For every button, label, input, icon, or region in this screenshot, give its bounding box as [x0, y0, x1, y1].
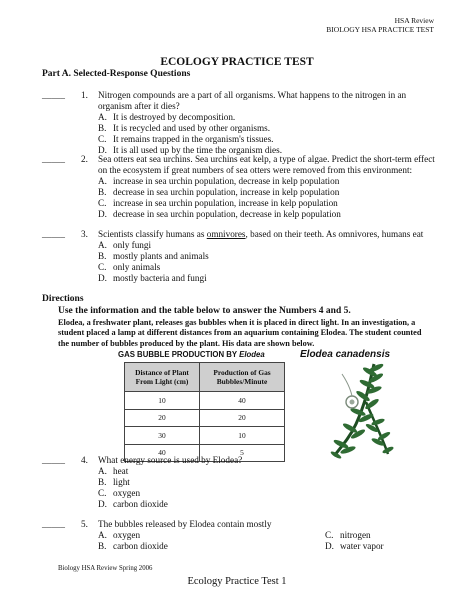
- answer-option: A. It is destroyed by decomposition.: [98, 111, 236, 122]
- question-4: [42, 455, 438, 510]
- question-3: [42, 229, 438, 284]
- table-row: 10 40: [125, 392, 285, 410]
- question-number: 2.: [81, 154, 88, 164]
- elodea-intro: Elodea, a freshwater plant, releases gas bubbles when it is placed in direct light. In an investigation, a student placed a lamp at different distances from an aquarium containing Elodea. The student counted the number of bubbles produced by the plant. His data are shown below.: [58, 318, 422, 348]
- part-a-heading: Part A. Selected-Response Questions: [42, 69, 191, 79]
- question-stem: Nitrogen compounds are a part of all organisms. What happens to the nitrogen in an organism after it dies?: [98, 90, 407, 111]
- answer-blank[interactable]: _____: [42, 455, 65, 465]
- table-row: 40 5: [125, 444, 285, 462]
- question-number: 4.: [81, 455, 88, 465]
- table-row: 20 20: [125, 409, 285, 427]
- answer-blank[interactable]: _____: [42, 154, 65, 164]
- column-header-distance: Distance of Plant From Light (cm): [125, 363, 200, 392]
- bubble-data-table: [124, 362, 285, 462]
- answer-option: C. increase in sea urchin population, increase in kelp population: [98, 197, 338, 208]
- answer-option: A. increase in sea urchin population, decrease in kelp population: [98, 175, 340, 186]
- question-1: [42, 90, 438, 155]
- answer-option: C. oxygen: [98, 487, 141, 498]
- answer-option: B. mostly plants and animals: [98, 250, 209, 261]
- footer-left: Biology HSA Review Spring 2006: [58, 565, 153, 572]
- answer-option: A. heat: [98, 465, 129, 476]
- column-header-production: Production of Gas Bubbles/Minute: [200, 363, 285, 392]
- answer-blank[interactable]: _____: [42, 229, 65, 239]
- answer-blank[interactable]: _____: [42, 519, 65, 529]
- question-number: 1.: [81, 90, 88, 100]
- answer-option: C. only animals: [98, 261, 161, 272]
- elodea-plant-photo: [330, 362, 396, 460]
- header-line-1: HSA Review: [394, 16, 434, 25]
- page-title: ECOLOGY PRACTICE TEST: [160, 56, 314, 68]
- directions-heading: Directions: [42, 294, 84, 304]
- answer-option: D. It is all used up by the time the organism dies.: [98, 144, 283, 155]
- question-stem: Sea otters eat sea urchins. Sea urchins eat kelp, a type of algae. Predict the short-term effect on the ecosystem if great numbers of sea otters were removed from this environment:: [98, 154, 435, 175]
- answer-option-row: A. oxygen C. nitrogen: [98, 529, 371, 540]
- question-stem: Scientists classify humans as omnivores, based on their teeth. As omnivores, humans eat: [98, 229, 424, 239]
- answer-option: A. only fungi: [98, 239, 152, 250]
- header-line-2: BIOLOGY HSA PRACTICE TEST: [326, 25, 434, 34]
- question-5: [42, 519, 438, 552]
- photo-title: Elodea canadensis: [300, 349, 391, 360]
- question-number: 3.: [81, 229, 88, 239]
- answer-option: B. decrease in sea urchin population, increase in kelp population: [98, 186, 340, 197]
- underlined-term: omnivores: [206, 229, 246, 239]
- answer-option: D. decrease in sea urchin population, decrease in kelp population: [98, 208, 341, 219]
- answer-option: B. It is recycled and used by other organisms.: [98, 122, 270, 133]
- question-stem: What energy source is used by Elodea?: [98, 455, 243, 465]
- footer-center: Ecology Practice Test 1: [187, 576, 287, 587]
- answer-option: B. light: [98, 476, 130, 487]
- answer-option: C. It remains trapped in the organism's tissues.: [98, 133, 274, 144]
- answer-blank[interactable]: _____: [42, 90, 65, 100]
- answer-option: D. mostly bacteria and fungi: [98, 272, 207, 283]
- question-2: [42, 154, 438, 219]
- table-row: 30 10: [125, 427, 285, 445]
- table-title: GAS BUBBLE PRODUCTION BY Elodea: [118, 350, 265, 359]
- answer-option: D. carbon dioxide: [98, 498, 168, 509]
- directions-text: Use the information and the table below to answer the Numbers 4 and 5.: [58, 306, 351, 316]
- answer-option-row: B. carbon dioxide D. water vapor: [98, 540, 384, 551]
- question-stem: The bubbles released by Elodea contain mostly: [98, 519, 272, 529]
- question-number: 5.: [81, 519, 88, 529]
